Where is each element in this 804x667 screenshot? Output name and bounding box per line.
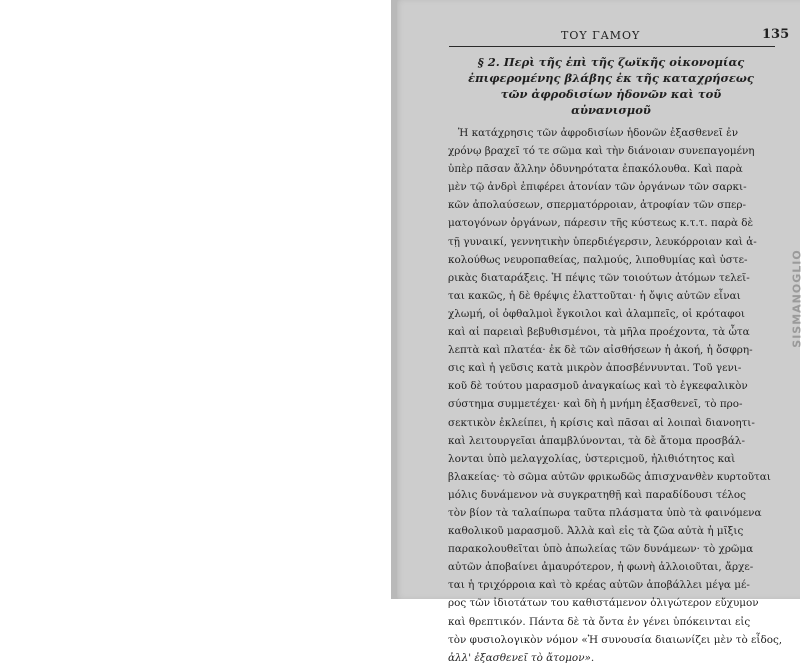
page-gutter xyxy=(391,0,397,599)
text-line: λεπτὰ καὶ πλατέα· ἐκ δὲ τῶν αἰσθήσεων ἡ ἀκοή, ἡ ὄσφρη- xyxy=(448,344,753,357)
text-line: ρος τῶν ἰδιοτάτων του καθιστάμενον ὀλιγώτερον εὔχυμον xyxy=(448,597,759,610)
text-line: ὑπὲρ πᾶσαν ἄλλην ὀδυνηρότατα ἐπακόλουθα. Καὶ παρὰ xyxy=(448,163,743,176)
text-line: καὶ αἱ παρειαὶ βεβυθισμένοι, τὰ μῆλα προέχοντα, τὰ ὦτα xyxy=(448,326,750,339)
text-line: κῶν ἀπολαύσεων, σπερματόρροιαν, ἀτροφίαν τῶν σπερ- xyxy=(448,199,747,212)
text-line: τὸν βίον τὰ ταλαίπωρα ταῦτα πλάσματα ὑπὸ τὰ φαινόμενα xyxy=(448,506,762,519)
text-line: ματογόνων ὀργάνων, πάρεσιν τῆς κύστεως κ.τ.τ. παρὰ δὲ xyxy=(448,217,754,230)
text-line: παρακολουθεῖται ὑπὸ ἀπωλείας τῶν δυνάμεων· τὸ χρῶμα xyxy=(448,543,754,556)
text-line: σεκτικὸν ἐκλείπει, ἡ κρίσις καὶ πᾶσαι αἱ λοιπαὶ διανοητι- xyxy=(448,416,755,429)
running-head xyxy=(391,26,800,46)
text-line: ται ἡ τριχόρροια καὶ τὸ κρέας αὐτῶν ἀποβάλλει μέγα μέ- xyxy=(448,579,750,592)
text-line: τῇ γυναικί, γεννητικὴν ὑπερδιέγερσιν, λευκόρροιαν καὶ ἀ- xyxy=(448,235,757,248)
text-line: καὶ λειτουργεῖαι ἀπαμβλύνονται, τὰ δὲ ἄτομα προσβάλ- xyxy=(448,434,745,447)
text-line: ται κακῶς, ἡ δὲ θρέψις ἐλαττοῦται· ἡ ὄψις αὐτῶν εἶναι xyxy=(448,289,741,302)
text-line: Ἡ κατάχρησις τῶν ἀφροδισίων ἡδονῶν ἐξασθενεῖ ἐν xyxy=(458,127,739,139)
text-line: αὐτῶν ἀποβαίνει ἀμαυρότερον, ἡ φωνὴ ἀλλοιοῦται, ἄρχε- xyxy=(448,561,754,574)
text-line: κολούθως νευροπαθείας, παλμούς, λιποθυμίας καὶ ὑστε- xyxy=(448,253,748,266)
scanned-page[interactable] xyxy=(391,0,804,664)
text-line: κοῦ δὲ τούτου μαρασμοῦ ἀναγκαίως καὶ τὸ ἐγκεφαλικὸν xyxy=(448,380,748,393)
page-number: 135 xyxy=(762,27,790,42)
library-watermark xyxy=(779,232,804,372)
body-paragraph xyxy=(448,124,783,667)
section-heading-line: αὐνανισμοῦ xyxy=(571,103,651,117)
text-line: μόλις δυνάμενον νὰ συγκρατηθῇ καὶ παραδίδουσι τέλος xyxy=(448,488,746,501)
section-heading-line: τῶν ἀφροδισίων ἡδονῶν καὶ τοῦ xyxy=(500,87,722,101)
text-line: ἀλλ' ἐξασθενεῖ τὸ ἄτομον». xyxy=(448,651,595,664)
text-line: μὲν τῷ ἀνδρὶ ἐπιφέρει ἀτονίαν τῶν ὀργάνων τῶν σαρκι- xyxy=(448,181,747,194)
text-line: χρόνῳ βραχεῖ τό τε σῶμα καὶ τὴν διάνοιαν συνεπαγομένη xyxy=(448,145,755,158)
header-rule xyxy=(449,46,775,47)
section-heading-line: ἐπιφερομένης βλάβης ἐκ τῆς καταχρήσεως xyxy=(468,71,754,85)
text-line: τὸν φυσιολογικὸν νόμον «Ἡ συνουσία διαιωνίζει μὲν τὸ εἶδος, xyxy=(448,633,783,646)
text-line: ρικὰς διαταράξεις. Ἡ πέψις τῶν τοιούτων ἀτόμων τελεῖ- xyxy=(448,271,750,284)
section-heading xyxy=(443,54,779,118)
running-title: ΤΟΥ ΓΑΜΟΥ xyxy=(561,29,641,42)
text-line: σις καὶ ἡ γεῦσις κατὰ μικρὸν ἀποσβέννυνται. Τοῦ γενι- xyxy=(448,362,742,375)
text-line: χλωμή, οἱ ὀφθαλμοὶ ἔγκοιλοι καὶ ἀλαμπεῖς, οἱ κρόταφοι xyxy=(448,307,746,320)
text-line: καθολικοῦ μαρασμοῦ. Ἀλλὰ καὶ εἰς τὰ ζῶα αὐτὰ ἡ μῖξις xyxy=(448,525,744,538)
text-line: λονται ὑπὸ μελαγχολίας, ὑστεριςμοῦ, ἠλιθιότητος καὶ xyxy=(448,452,736,465)
watermark-text: SISMANOGLIO xyxy=(790,249,804,348)
section-heading-line: § 2. Περὶ τῆς ἐπὶ τῆς ζωϊκῆς οἰκονομίας xyxy=(477,55,745,69)
text-line: καὶ θρεπτικόν. Πάντα δὲ τὰ ὄντα ἐν γένει ὑπόκεινται εἰς xyxy=(448,615,751,628)
text-line: σύστημα συμμετέχει· καὶ δὴ ἡ μνήμη ἐξασθενεῖ, τὸ προ- xyxy=(448,398,743,411)
text-line: βλακείας· τὸ σῶμα αὐτῶν φρικωδῶς ἀπισχνανθὲν κυρτοῦται xyxy=(448,470,771,483)
